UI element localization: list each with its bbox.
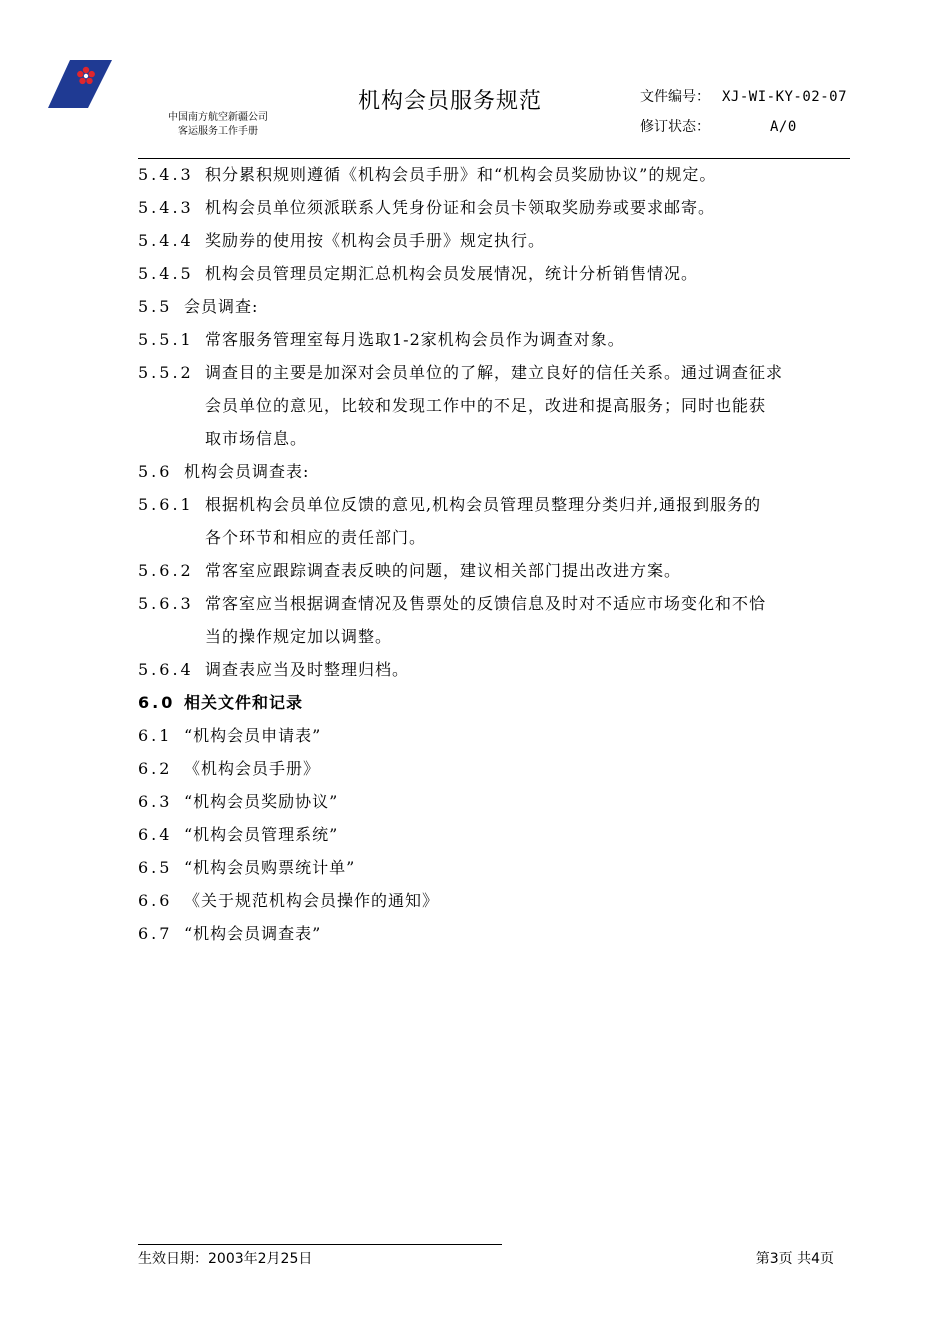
reference-number: 6.5 <box>138 858 173 877</box>
clause-number: 5.6.3 <box>138 594 194 613</box>
reference-item <box>138 719 850 752</box>
clause-number: 5.4.3 <box>138 198 194 217</box>
clause-line <box>138 257 850 290</box>
reference-item <box>138 785 850 818</box>
clause-text: 积分累积规则遵循《机构会员手册》和“机构会员奖励协议”的规定。 <box>205 165 717 184</box>
revision-label: 修订状态： <box>640 119 710 135</box>
reference-number: 6.4 <box>138 825 173 844</box>
reference-item <box>138 818 850 851</box>
clause-number: 5.4.4 <box>138 231 194 250</box>
clause-line <box>138 191 850 224</box>
reference-item <box>138 851 850 884</box>
reference-item <box>138 884 850 917</box>
reference-title: 《机构会员手册》 <box>184 759 321 778</box>
tail-fin-shape <box>48 60 112 108</box>
section-heading <box>138 290 850 323</box>
reference-number: 6.1 <box>138 726 173 745</box>
section-number: 5.5 <box>138 297 173 316</box>
doc-number-value: XJ-WI-KY-02-07 <box>722 89 848 105</box>
chapter-title: 相关文件和记录 <box>184 693 304 712</box>
revision-value: A/0 <box>770 119 797 135</box>
reference-item <box>138 917 850 950</box>
clause-text: 奖励券的使用按《机构会员手册》规定执行。 <box>205 231 546 250</box>
clause-text: 当的操作规定加以调整。 <box>205 627 393 646</box>
clause-number: 5.4.3 <box>138 165 194 184</box>
clause-line <box>138 653 850 686</box>
reference-title: “机构会员调查表” <box>184 924 322 943</box>
doc-number-label: 文件编号： <box>640 89 710 105</box>
clause-continuation <box>138 389 850 422</box>
clause-line <box>138 158 850 191</box>
company-line-2: 客运服务工作手册 <box>178 126 258 137</box>
company-line-1: 中国南方航空新疆公司 <box>168 112 268 123</box>
page-title: 机构会员服务规范 <box>358 89 543 114</box>
clause-text: 调查表应当及时整理归档。 <box>205 660 410 679</box>
clause-text: 会员单位的意见，比较和发现工作中的不足，改进和提高服务；同时也能获 <box>205 396 767 415</box>
company-name <box>138 111 298 139</box>
clause-text: 机构会员单位须派联系人凭身份证和会员卡领取奖励券或要求邮寄。 <box>205 198 716 217</box>
document-body <box>138 158 850 950</box>
section-text: 会员调查: <box>184 297 259 316</box>
clause-line <box>138 356 850 389</box>
clause-number: 5.6.2 <box>138 561 194 580</box>
reference-number: 6.7 <box>138 924 173 943</box>
section-text: 机构会员调查表: <box>184 462 310 481</box>
clause-line <box>138 224 850 257</box>
clause-continuation <box>138 521 850 554</box>
clause-text: 取市场信息。 <box>205 429 308 448</box>
clause-line <box>138 488 850 521</box>
reference-title: “机构会员管理系统” <box>184 825 339 844</box>
clause-line <box>138 323 850 356</box>
clause-text: 机构会员管理员定期汇总机构会员发展情况，统计分析销售情况。 <box>205 264 699 283</box>
doc-number <box>640 86 847 106</box>
section-number: 5.6 <box>138 462 173 481</box>
effective-date: 生效日期：2003年2月25日 <box>138 1251 313 1267</box>
clause-number: 5.4.5 <box>138 264 194 283</box>
reference-title: 《关于规范机构会员操作的通知》 <box>184 891 440 910</box>
page-number: 第3页 共4页 <box>755 1251 834 1267</box>
clause-line <box>138 554 850 587</box>
clause-number: 5.5.2 <box>138 363 194 382</box>
clause-continuation <box>138 422 850 455</box>
chapter-number: 6.0 <box>138 693 176 712</box>
reference-item <box>138 752 850 785</box>
reference-number: 6.6 <box>138 891 173 910</box>
revision-status <box>640 116 797 136</box>
clause-text: 常客室应当根据调查情况及售票处的反馈信息及时对不适应市场变化和不恰 <box>205 594 767 613</box>
section-heading <box>138 455 850 488</box>
reference-title: “机构会员奖励协议” <box>184 792 339 811</box>
footer-divider <box>138 1244 502 1245</box>
reference-number: 6.2 <box>138 759 173 778</box>
reference-title: “机构会员购票统计单” <box>184 858 356 877</box>
chapter-heading <box>138 686 850 719</box>
clause-continuation <box>138 620 850 653</box>
clause-text: 常客室应跟踪调查表反映的问题，建议相关部门提出改进方案。 <box>205 561 682 580</box>
clause-line <box>138 587 850 620</box>
clause-number: 5.6.4 <box>138 660 194 679</box>
reference-number: 6.3 <box>138 792 173 811</box>
reference-title: “机构会员申请表” <box>184 726 322 745</box>
clause-number: 5.6.1 <box>138 495 194 514</box>
airline-logo <box>48 60 112 108</box>
clause-text: 常客服务管理室每月选取1-2家机构会员作为调查对象。 <box>205 330 625 349</box>
clause-text: 根据机构会员单位反馈的意见,机构会员管理员整理分类归并,通报到服务的 <box>205 495 762 514</box>
clause-number: 5.5.1 <box>138 330 194 349</box>
clause-text: 调查目的主要是加深对会员单位的了解，建立良好的信任关系。通过调查征求 <box>205 363 784 382</box>
clause-text: 各个环节和相应的责任部门。 <box>205 528 427 547</box>
